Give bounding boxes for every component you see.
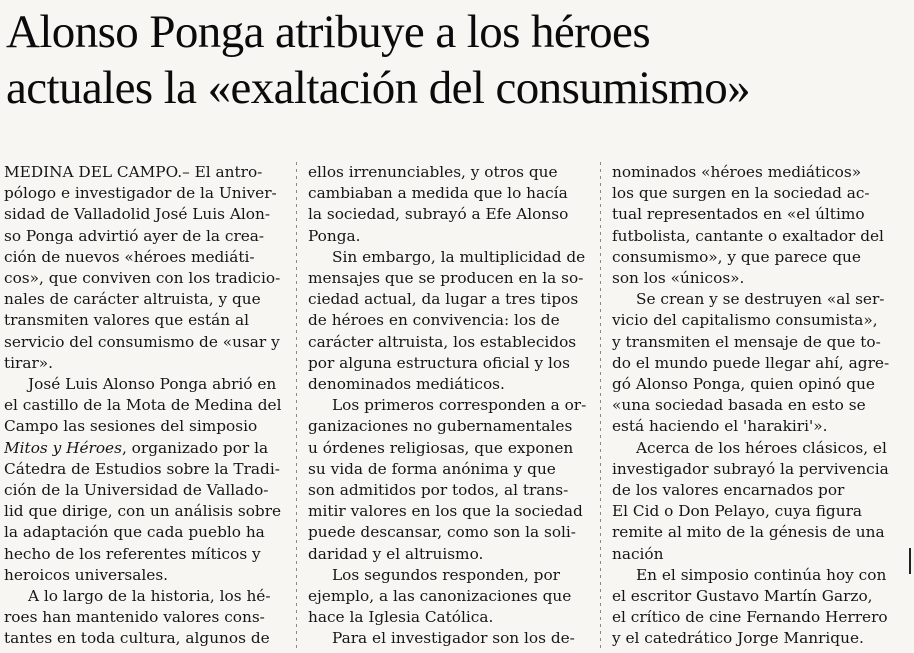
text-line: son los «únicos». <box>612 269 745 288</box>
text-line: lid que dirige, con un análisis sobre <box>4 502 282 521</box>
text-line: tantes en toda cultura, algunos de <box>4 629 270 648</box>
text-line: su vida de forma anónima y que <box>308 459 556 478</box>
headline-line-1: Alonso Ponga atribuye a los héroes <box>6 6 651 58</box>
headline <box>6 4 911 116</box>
text-line: Los primeros corresponden a or- <box>332 396 587 415</box>
text-line: ellos irrenunciables, y otros que <box>308 163 558 181</box>
text-line: Se crean y se destruyen «al ser- <box>636 290 885 309</box>
text-line: la sociedad, subrayó a Efe Alonso <box>308 205 569 224</box>
text-line: u órdenes religiosas, que exponen <box>308 438 574 457</box>
text-line: consumismo», y que parece que <box>612 247 861 266</box>
article-column-1 <box>4 162 286 650</box>
text-line: roes han mantenido valores cons- <box>4 608 265 627</box>
text-line: mitir valores en los que la sociedad <box>308 502 583 521</box>
text-line: ción de la Universidad de Vallado- <box>4 481 269 500</box>
text-line: y transmiten el mensaje de que to- <box>612 332 881 351</box>
text-line: gó Alonso Ponga, quien opinó que <box>612 375 875 394</box>
text-line: vicio del capitalismo consumista», <box>612 311 878 330</box>
text-line: MEDINA DEL CAMPO.– El antro- <box>4 163 263 181</box>
text-line: son admitidos por todos, al trans- <box>308 481 569 500</box>
text-line: el crítico de cine Fernando Herrero <box>612 608 888 627</box>
text-line: tirar». <box>4 353 54 372</box>
text-line: carácter altruista, los establecidos <box>308 332 577 351</box>
text-line: Mitos y Héroes, organizado por la <box>4 438 269 457</box>
text-line: hace la Iglesia Católica. <box>308 608 494 627</box>
text-line: sidad de Valladolid José Luis Alon- <box>4 205 271 224</box>
text-line: so Ponga advirtió ayer de la crea- <box>4 226 265 245</box>
text-line: ción de nuevos «héroes mediáti- <box>4 247 255 266</box>
text-line: Campo las sesiones del simposio <box>4 417 258 436</box>
text-line: mensajes que se producen en la so- <box>308 269 584 288</box>
text-line: ciedad actual, da lugar a tres tipos <box>308 290 579 309</box>
text-line: puede descansar, como son la soli- <box>308 523 576 542</box>
text-line: Acerca de los héroes clásicos, el <box>636 438 887 457</box>
text-line: A lo largo de la historia, los hé- <box>28 587 271 606</box>
text-line: Sin embargo, la multiplicidad de <box>332 247 586 266</box>
article-column-3 <box>612 162 894 650</box>
text-line: José Luis Alonso Ponga abrió en <box>28 375 277 394</box>
text-line: pólogo e investigador de la Univer- <box>4 184 277 203</box>
text-line: investigador subrayó la pervivencia <box>612 459 889 478</box>
text-line: Para el investigador son los de- <box>332 629 575 648</box>
text-line: tual representados en «el último <box>612 205 865 224</box>
article-column-2 <box>308 162 590 650</box>
text-line: do el mundo puede llegar ahí, agre- <box>612 353 890 372</box>
text-line: servicio del consumismo de «usar y <box>4 332 280 351</box>
column-divider <box>296 162 297 650</box>
text-line: transmiten valores que están al <box>4 311 249 330</box>
text-line: hecho de los referentes míticos y <box>4 544 261 563</box>
text-line: cos», que conviven con los tradicio- <box>4 269 281 288</box>
text-line: Los segundos responden, por <box>332 565 560 584</box>
text-line: nación <box>612 544 664 563</box>
text-line: y el catedrático Jorge Manrique. <box>612 629 864 648</box>
text-line: En el simposio continúa hoy con <box>636 565 887 584</box>
text-line: está haciendo el 'harakiri'». <box>612 417 828 436</box>
text-line: Ponga. <box>308 226 361 245</box>
text-line: el escritor Gustavo Martín Garzo, <box>612 587 873 606</box>
text-line: nales de carácter altruista, y que <box>4 290 261 309</box>
text-line: cambiaban a medida que lo hacía <box>308 184 568 203</box>
column-divider <box>600 162 601 650</box>
text-line: de los valores encarnados por <box>612 481 845 500</box>
text-line: ejemplo, a las canonizaciones que <box>308 587 572 606</box>
text-line: El Cid o Don Pelayo, cuya figura <box>612 502 863 521</box>
text-line: remite al mito de la génesis de una <box>612 523 885 542</box>
headline-line-2: actuales la «exaltación del consumismo» <box>6 62 751 114</box>
text-line: «una sociedad basada en esto se <box>612 396 866 415</box>
text-line: futbolista, cantante o exaltador del <box>612 226 884 245</box>
text-line: Cátedra de Estudios sobre la Tradi- <box>4 459 280 478</box>
text-line: ganizaciones no gubernamentales <box>308 417 573 436</box>
text-line: de héroes en convivencia: los de <box>308 311 560 330</box>
text-line: daridad y el altruismo. <box>308 544 484 563</box>
scan-edge-mark <box>909 548 911 574</box>
text-line: los que surgen en la sociedad ac- <box>612 184 870 203</box>
text-line: el castillo de la Mota de Medina del <box>4 396 282 415</box>
text-line: nominados «héroes mediáticos» <box>612 163 862 181</box>
text-line: la adaptación que cada pueblo ha <box>4 523 265 542</box>
text-line: por alguna estructura oficial y los <box>308 353 570 372</box>
text-line: denominados mediáticos. <box>308 375 505 394</box>
text-line: heroicos universales. <box>4 565 169 584</box>
